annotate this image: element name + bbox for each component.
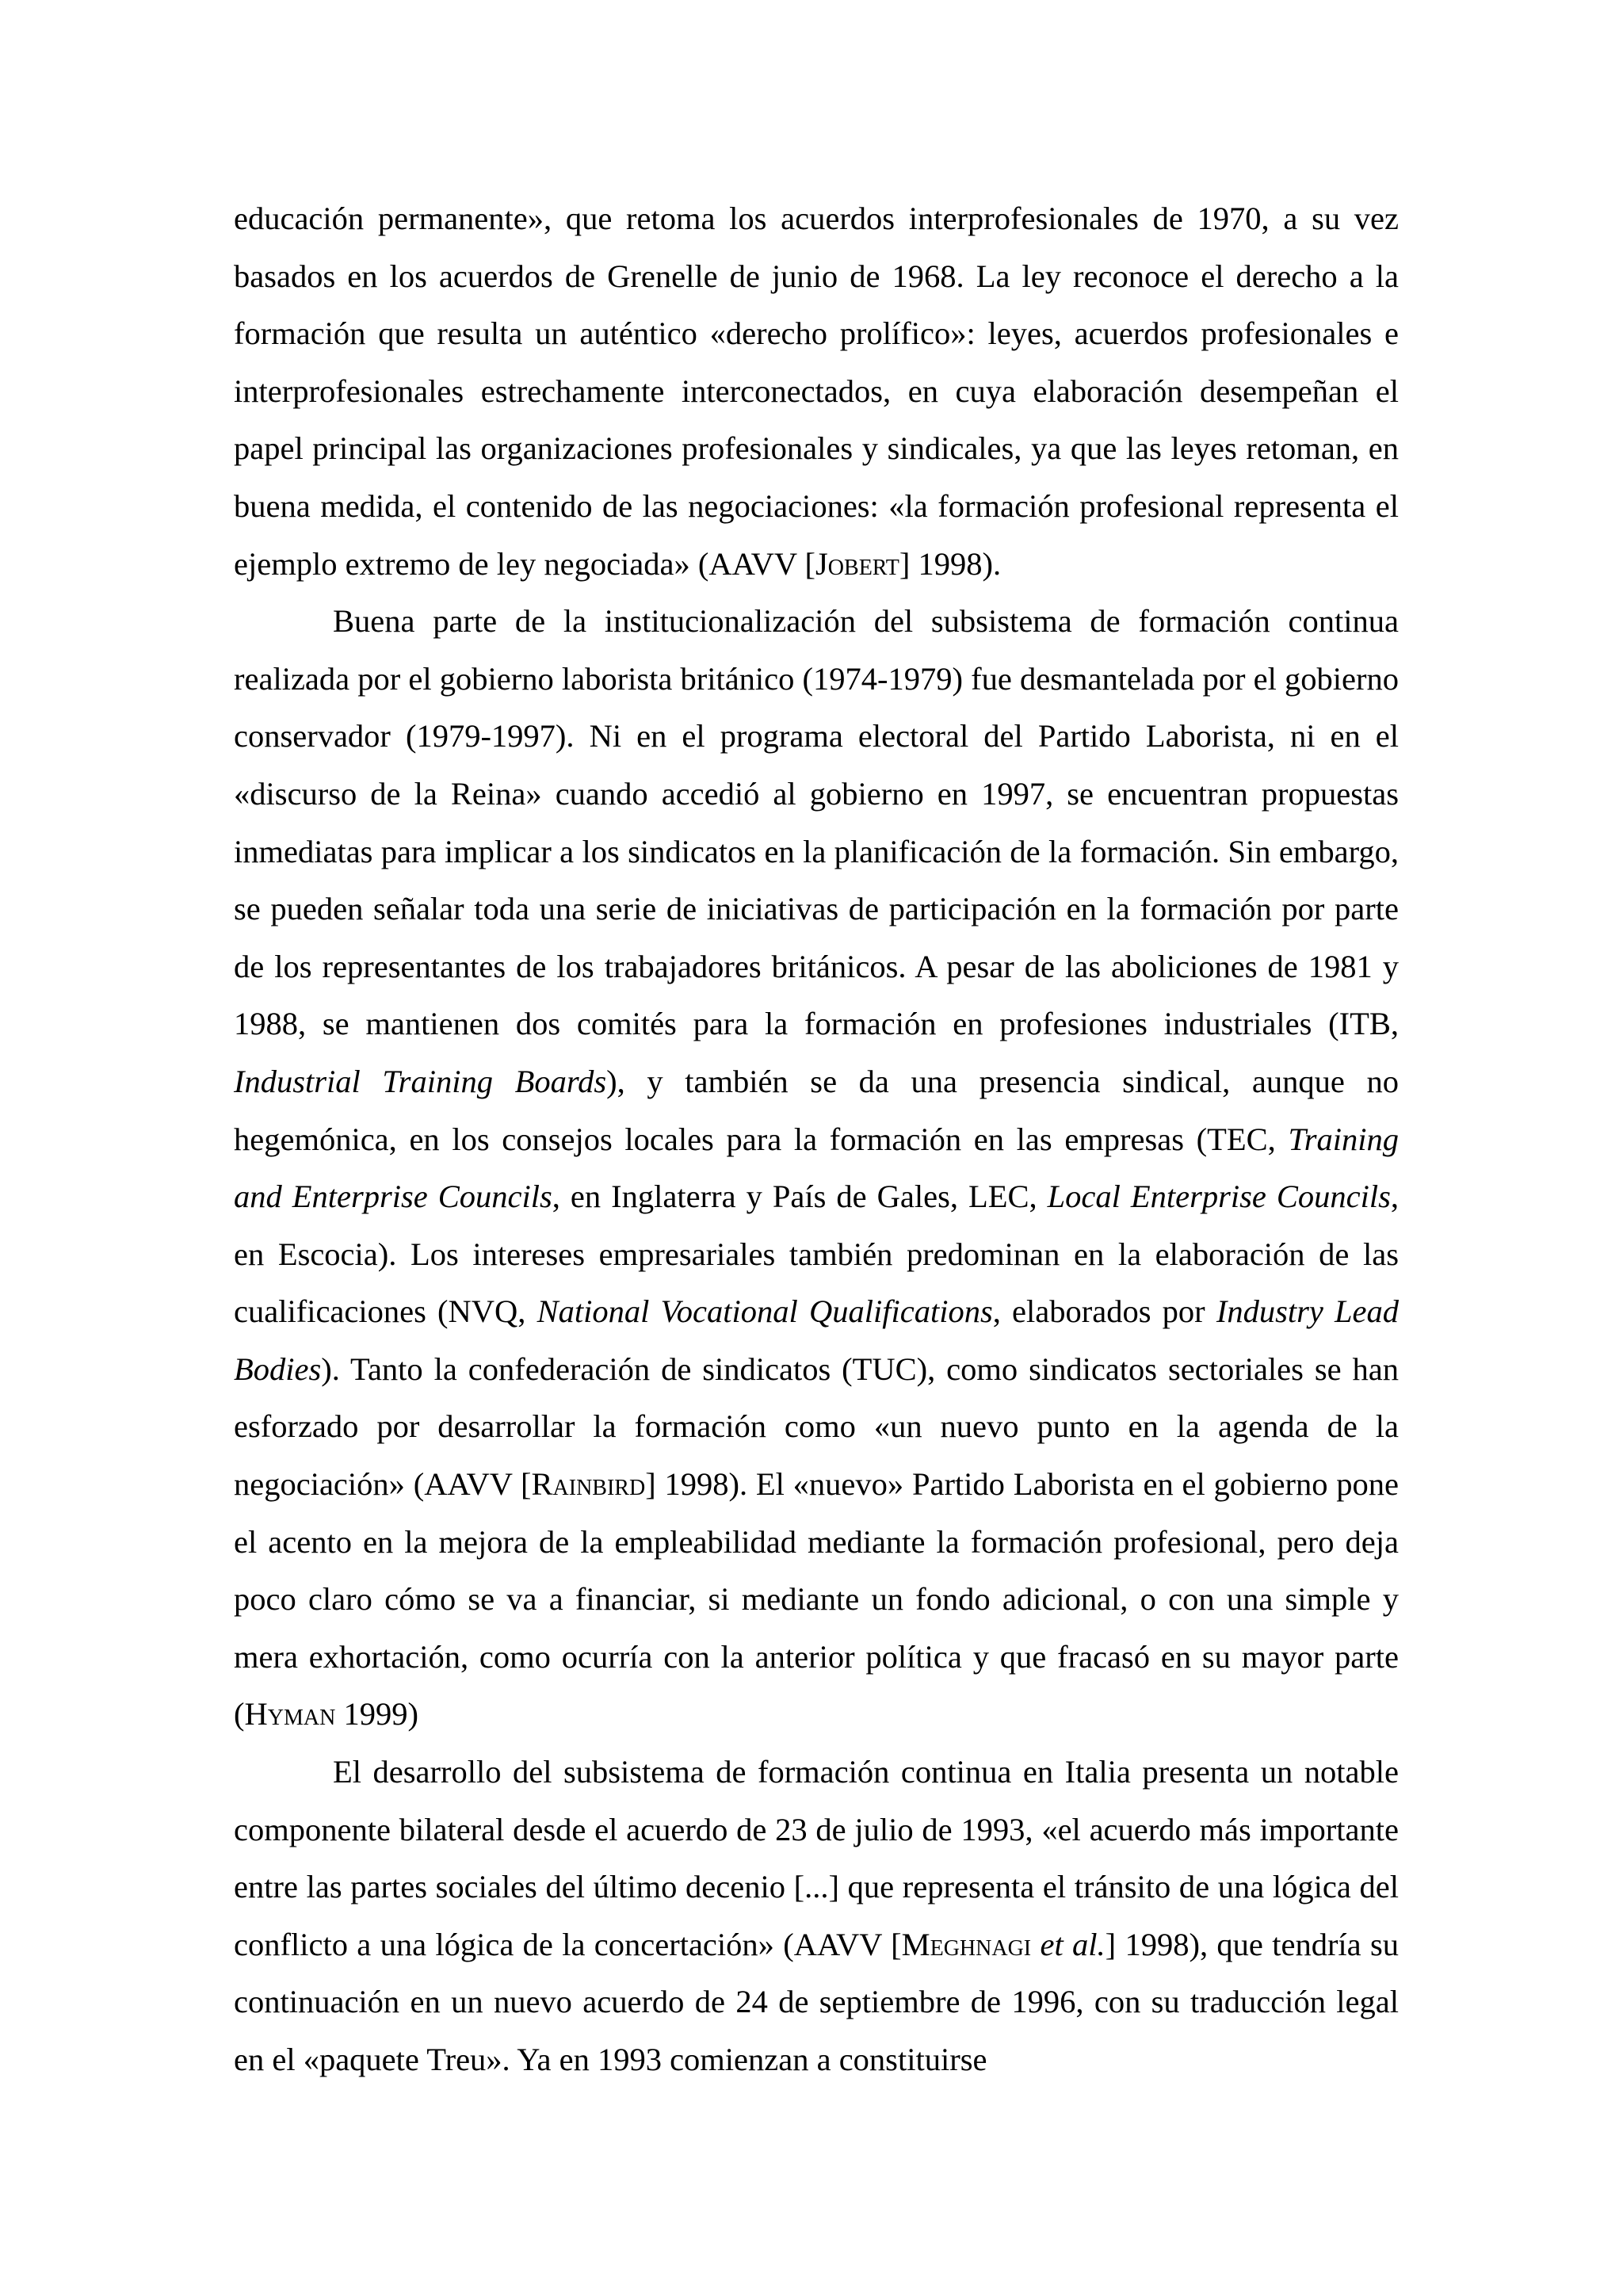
citation-author: Jobert (815, 545, 899, 582)
text-run: El desarrollo del subsistema de formación continua en Italia presenta un notable componente bilateral desde el acuerdo de 23 de julio de 1993, «el acuerdo más importante entre las partes sociales del último decenio [...] que representa el tránsito de una lógica del conflicto a una lógica de la concertación» (AAVV [ (234, 1754, 1399, 1962)
text-run: ] 1998), que tendría su continuación en un nuevo acuerdo de 24 de septiembre de 1996, con su traducción legal en el «paquete Treu». Ya en 1993 comienzan a constituirse (234, 1926, 1400, 2077)
text-run: , en Escocia). Los intereses empresariales también predominan en la elaboración de las cualificaciones (NVQ, (234, 1179, 1400, 1330)
text-run: ), y también se da una presencia sindical, aunque no hegemónica, en los consejos locales para la formación en las empresas (TEC, (234, 1063, 1399, 1157)
paragraph-2 (234, 593, 1399, 1744)
paragraph-1 (234, 190, 1399, 593)
text-run: Buena parte de la institucionalización del subsistema de formación continua realizada por el gobierno laborista británico (1974-1979) fue desmantelada por el gobierno conservador (1979-1997). Ni en el programa electoral del Partido Laborista, ni en el «discurso de la Reina» cuando accedió al gobierno en 1997, se encuentran propuestas inmediatas para implicar a los sindicatos en la planificación de la formación. Sin embargo, se pueden señalar toda una serie de iniciativas de participación en la formación por parte de los representantes de los trabajadores británicos. A pesar de las aboliciones de 1981 y 1988, se mantienen dos comités para la formación en profesiones industriales (ITB, (234, 603, 1399, 1042)
italic-term: National Vocational Qualifications (537, 1293, 993, 1330)
citation-author: Rainbird (531, 1466, 646, 1503)
body-text (234, 190, 1399, 2089)
citation-author: Hyman (244, 1696, 336, 1733)
text-run: , elaborados por (992, 1293, 1216, 1330)
citation-author: Meghnagi (901, 1926, 1032, 1962)
italic-term: et al. (1040, 1926, 1106, 1962)
text-run: educación permanente», que retoma los acuerdos interprofesionales de 1970, a su vez basados en los acuerdos de Grenelle de junio de 1968. La ley reconoce el derecho a la formación que resulta un auténtico «derecho prolífico»: leyes, acuerdos profesionales e interprofesionales estrechamente interconectados, en cuya elaboración desempeñan el papel principal las organizaciones profesionales y sindicales, ya que las leyes retoman, en buena medida, el contenido de las negociaciones: «la formación profesional representa el ejemplo extremo de ley negociada» (AAVV [ (234, 201, 1399, 582)
text-run: 1999) (335, 1696, 418, 1733)
italic-term: Industry Lead Bodies (234, 1293, 1400, 1387)
text-run: ] 1998). (899, 545, 1002, 582)
text-run: ). Tanto la confederación de sindicatos (TUC), como sindicatos sectoriales se han esforzado por desarrollar la formación como «un nuevo punto en la agenda de la negociación» (AAVV [ (234, 1350, 1399, 1503)
text-run (1031, 1927, 1040, 1962)
paragraph-3 (234, 1744, 1399, 2089)
italic-term: Local Enterprise Councils (1047, 1179, 1391, 1215)
italic-term: Industrial Training Boards (234, 1063, 607, 1099)
italic-term: Training and Enterprise Councils (234, 1121, 1399, 1215)
text-run: ] 1998). El «nuevo» Partido Laborista en el gobierno pone el acento en la mejora de la empleabilidad mediante la formación profesional, pero deja poco claro cómo se va a financiar, si mediante un fondo adicional, o con una simple y mera exhortación, como ocurría con la anterior política y que fracasó en su mayor parte ( (234, 1466, 1399, 1733)
text-run: , en Inglaterra y País de Gales, LEC, (552, 1179, 1048, 1215)
